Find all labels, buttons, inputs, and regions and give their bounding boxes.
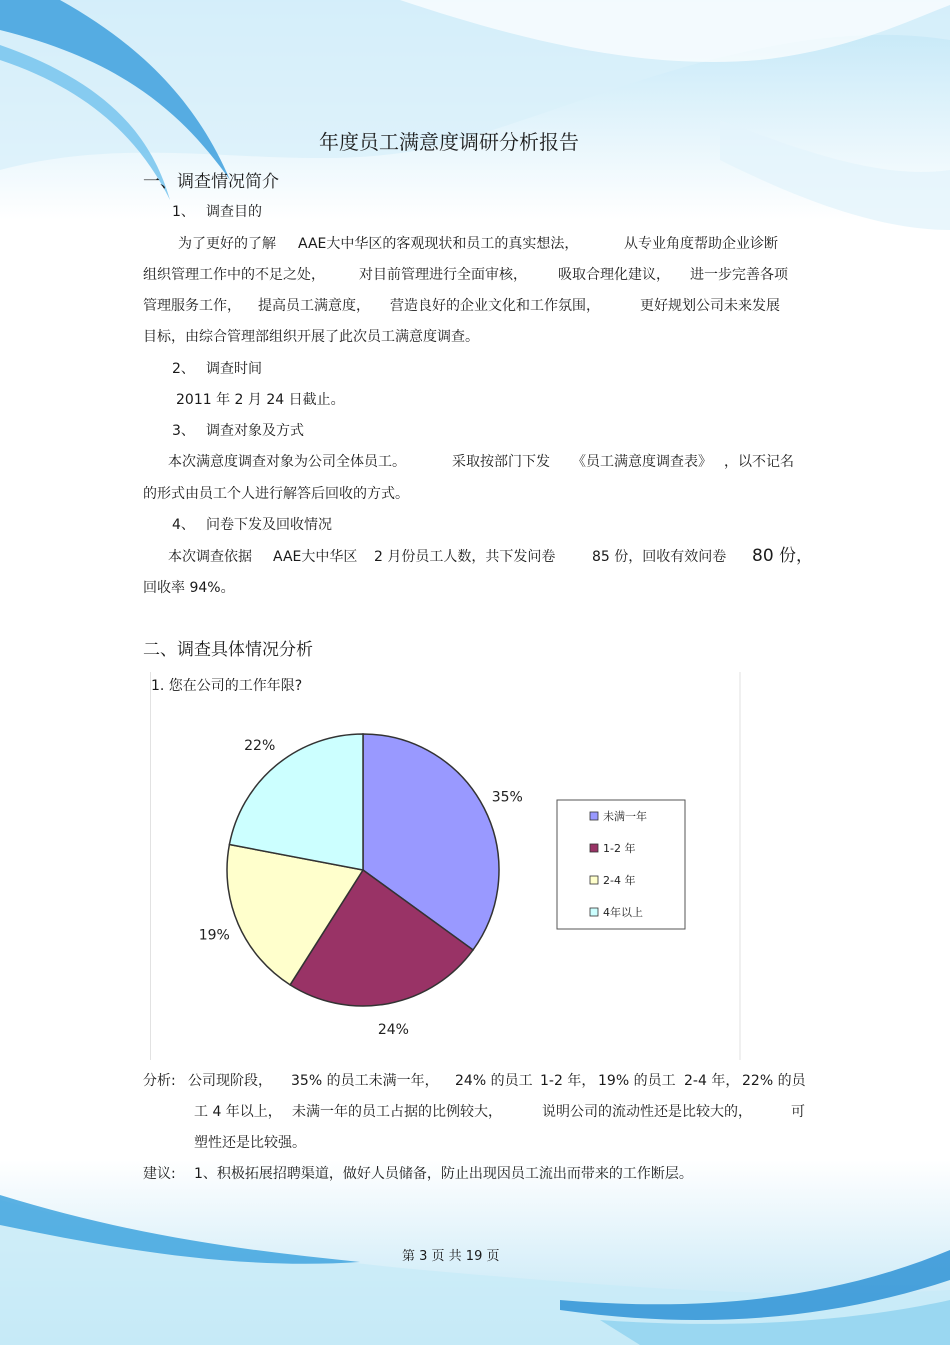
method-text: 《员工满意度调查表》: [572, 454, 712, 470]
legend-swatch: [590, 812, 598, 820]
analysis-text: 未满一年的员工占据的比例较大，: [292, 1104, 502, 1120]
chart-question: 1. 您在公司的工作年限?: [151, 678, 303, 694]
section-heading-2: 二、调查具体情况分析: [143, 640, 313, 660]
legend-swatch: [590, 908, 598, 916]
purpose-text: 管理服务工作，: [143, 298, 241, 314]
purpose-text: 营造良好的企业文化和工作氛围，: [390, 298, 600, 314]
pie-data-label: 22%: [244, 738, 276, 755]
purpose-text: 更好规划公司未来发展: [640, 298, 780, 314]
legend-swatch: [590, 876, 598, 884]
suggestion-label: 建议:: [143, 1166, 176, 1182]
purpose-text: 对目前管理进行全面审核，: [359, 267, 527, 283]
purpose-text: 提高员工满意度，: [258, 298, 370, 314]
analysis-text: 说明公司的流动性还是比较大的，: [542, 1104, 752, 1120]
item-number-3: 3、: [172, 423, 195, 439]
analysis-text: 22% 的员: [742, 1073, 806, 1089]
analysis-text: 塑性还是比较强。: [194, 1135, 306, 1151]
item-label-purpose: 调查目的: [206, 204, 262, 220]
purpose-text: AAE大中华区的客观现状和员工的真实想法，: [298, 236, 579, 252]
purpose-text: 为了更好的了解: [178, 236, 276, 252]
item-label-time: 调查时间: [206, 361, 262, 377]
method-text: 本次满意度调查对象为公司全体员工。: [168, 454, 406, 470]
page-footer: 第 3 页 共 19 页: [402, 1249, 500, 1264]
purpose-text: 目标，由综合管理部组织开展了此次员工满意度调查。: [143, 329, 479, 345]
analysis-text: 公司现阶段，: [188, 1073, 272, 1089]
analysis-text: 35% 的员工未满一年，: [291, 1073, 439, 1089]
analysis-text: 工 4 年以上，: [194, 1104, 282, 1120]
pie-data-label: 24%: [377, 1022, 409, 1039]
document-title: 年度员工满意度调研分析报告: [319, 130, 579, 154]
legend-label: 未满一年: [603, 810, 647, 823]
section-heading-1: 一、调查情况简介: [143, 172, 279, 192]
recovery-text: AAE大中华区: [273, 549, 358, 565]
analysis-text: 2-4 年，: [684, 1073, 740, 1089]
item-number-2: 2、: [172, 361, 195, 377]
pie-data-label: 19%: [198, 927, 230, 944]
recovery-valid-count: 80 份，: [752, 546, 814, 566]
method-text: 的形式由员工个人进行解答后回收的方式。: [143, 486, 409, 502]
method-text: ，以不记名: [724, 454, 794, 470]
legend-swatch: [590, 844, 598, 852]
legend-label: 1-2 年: [603, 842, 636, 855]
recovery-rate-text: 回收率 94%。: [143, 580, 235, 596]
recovery-text: 85 份，回收有效问卷: [592, 549, 727, 565]
item-label-method: 调查对象及方式: [206, 423, 304, 439]
chart-legend: [557, 800, 685, 929]
pie-slices: [227, 734, 499, 1006]
recovery-text: 2 月份员工人数，共下发问卷: [374, 549, 556, 565]
item-number-1: 1、: [172, 204, 195, 220]
purpose-text: 进一步完善各项: [690, 267, 788, 283]
analysis-label: 分析:: [143, 1073, 176, 1089]
analysis-text: 1-2 年，: [540, 1073, 596, 1089]
method-text: 采取按部门下发: [452, 454, 550, 470]
analysis-text: 19% 的员工: [598, 1073, 676, 1089]
item-label-recovery: 问卷下发及回收情况: [206, 517, 332, 533]
purpose-text: 组织管理工作中的不足之处，: [143, 267, 325, 283]
analysis-text: 可: [791, 1104, 805, 1120]
pie-data-label: 35%: [491, 789, 523, 806]
survey-date-text: 2011 年 2 月 24 日截止。: [176, 392, 345, 408]
tenure-pie-chart: [150, 672, 742, 1060]
suggestion-text: 1、积极拓展招聘渠道，做好人员储备，防止出现因员工流出而带来的工作断层。: [194, 1166, 693, 1182]
item-number-4: 4、: [172, 517, 195, 533]
analysis-text: 24% 的员工: [455, 1073, 533, 1089]
legend-label: 4年以上: [603, 906, 643, 919]
purpose-text: 吸取合理化建议，: [558, 267, 670, 283]
recovery-text: 本次调查依据: [168, 549, 252, 565]
legend-label: 2-4 年: [603, 874, 636, 887]
purpose-text: 从专业角度帮助企业诊断: [624, 236, 778, 252]
